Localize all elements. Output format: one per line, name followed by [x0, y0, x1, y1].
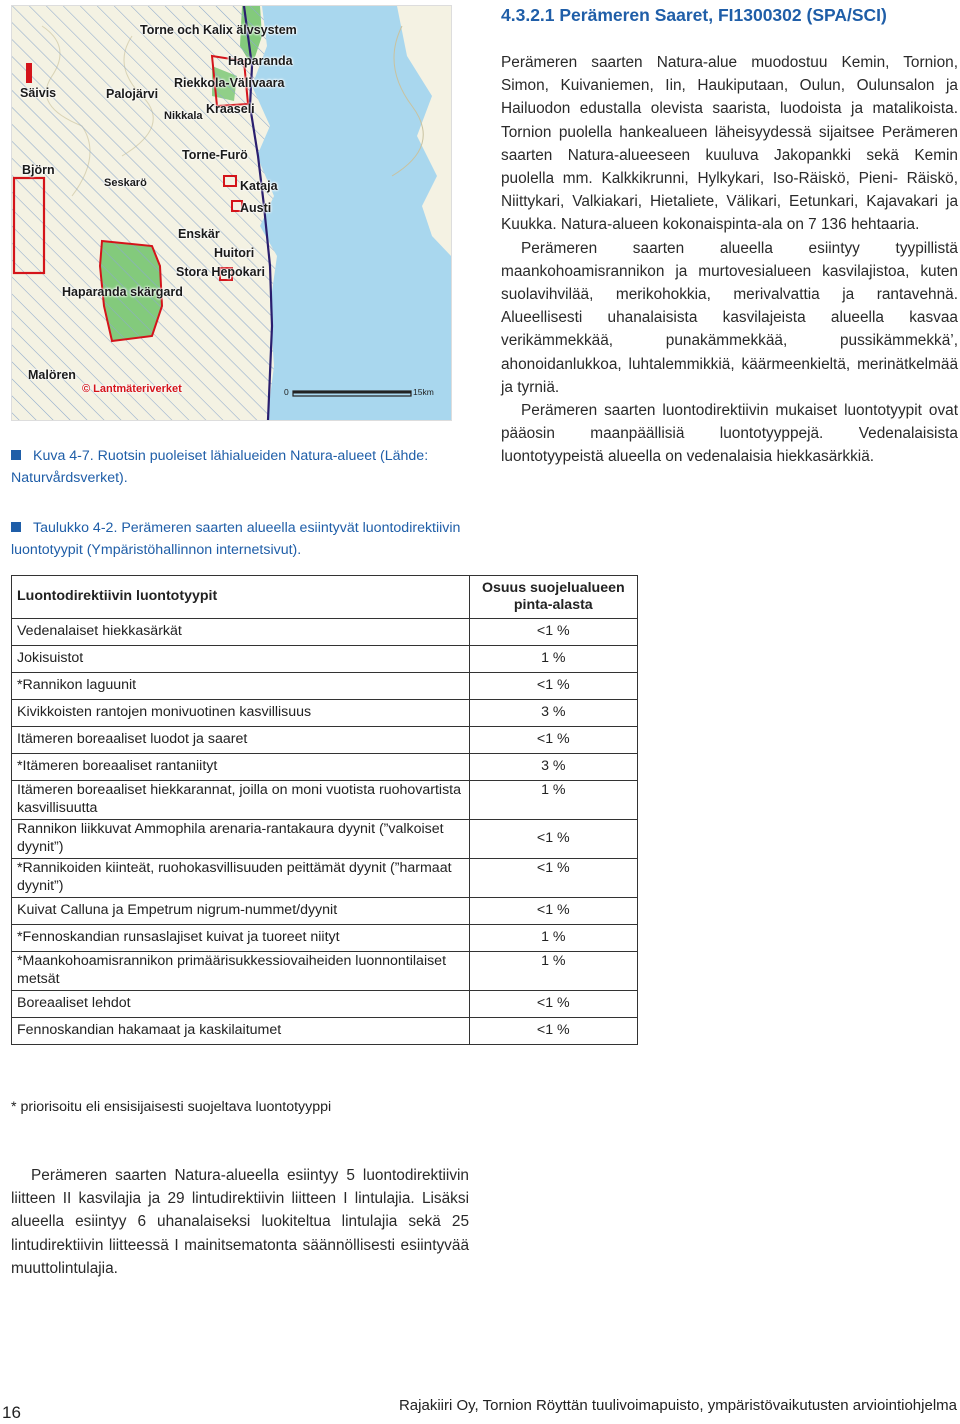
table-caption: Taulukko 4-2. Perämeren saarten alueella esiintyvät luontodirektiivin luontotyypit (Ympäristöhallinnon internetsivut).	[11, 520, 461, 558]
map-label-nikkala: Nikkala	[164, 110, 203, 122]
section-paragraph-3: Perämeren saarten luontodirektiivin mukaiset luontotyypit ovat pääosin maanpäällisiä luontotyyppejä. Vedenalaisista luontotyypeistä alueella on vedenalaisia hiekkasärkkiä.	[501, 402, 958, 466]
scale-zero-label: 0	[284, 387, 289, 397]
table-row: *Itämeren boreaaliset rantaniityt 3 %	[12, 754, 638, 781]
map-label-torne-kalix: Torne och Kalix älvsystem	[140, 23, 297, 37]
map-label-enskar: Enskär	[178, 227, 220, 241]
page-footer: Rajakiiri Oy, Tornion Röyttän tuulivoimapuisto, ympäristövaikutusten arviointiohjelma	[398, 1397, 957, 1414]
table-header-row	[12, 576, 638, 619]
bottom-paragraph: Perämeren saarten Natura-alueella esiintyy 5 luontodirektiivin liitteen II kasvilajia ja 29 lintudirektiivin liitteen I lintulajia. Lisäksi alueella esiintyy 6 uhanalaiseksi luokiteltua lintulajia sekä 25 lintudirektiivin liitteessä I mainitsematonta säännöllisesti esiintyvää muuttolintulajia.	[11, 1167, 469, 1277]
table-row: *Rannikoiden kiinteät, ruohokasvillisuuden peittämät dyynit (”harmaat dyynit”) <1 %	[12, 859, 638, 898]
table-row: Kuivat Calluna ja Empetrum nigrum-nummet/dyynit <1 %	[12, 898, 638, 925]
table-header-habitat: Luontodirektiivin luontotyypit	[12, 576, 470, 619]
section-body	[501, 51, 958, 469]
table-footnote: * priorisoitu eli ensisijaisesti suojeltava luontotyyppi	[11, 1099, 332, 1115]
section-paragraph-1: Perämeren saarten Natura-alue muodostuu Kemin, Tornion, Simon, Kuivaniemen, Iin, Haukiputaan, Oulun, Oulunsalon ja Hailuodon edustalla olevista saarista, luodoista ja matalikoista. Tornion puolella hankealueen läheisyydessä sijaitsee Perämeren saarten Natura-alueeseen kuuluva Jakopankki sekä Kemin puolella mm. Kalkkikrunni, Hylkykari, Iso-Räiskö, Pieni- Räiskö, Niittykari, Valkiakari, Hietaliete, Välikari, Eetunkari, Kajavakari ja Kuukka. Natura-alueen kokonaispinta-ala on 7 136 hehtaaria.	[501, 54, 958, 234]
map-label-kraaseli: Kraaseli	[206, 102, 255, 116]
map-label-austi: Austi	[240, 201, 272, 215]
caption-square-icon	[11, 522, 21, 532]
map-label-bjorn: Björn	[22, 163, 55, 177]
map-label-huitori: Huitori	[214, 246, 255, 260]
table-row: Kivikkoisten rantojen monivuotinen kasvillisuus 3 %	[12, 700, 638, 727]
caption-square-icon	[11, 450, 21, 460]
map-label-riekkola: Riekkola-Välivaara	[174, 76, 285, 90]
table-row: Fennoskandian hakamaat ja kaskilaitumet <1 %	[12, 1018, 638, 1045]
table-row: *Fennoskandian runsaslajiset kuivat ja tuoreet niityt 1 %	[12, 925, 638, 952]
figure-caption: Kuva 4-7. Ruotsin puoleiset lähialueiden Natura-alueet (Lähde: Naturvårdsverket).	[11, 448, 429, 486]
map-label-seskaro: Seskarö	[104, 177, 147, 189]
hatched-natura-area	[12, 6, 277, 420]
map-label-saivis: Säivis	[20, 86, 57, 100]
section-title: 4.3.2.1 Perämeren Saaret, FI1300302 (SPA/SCI)	[501, 5, 887, 25]
table-row: *Maankohoamisrannikon primäärisukkessiovaiheiden luonnontilaiset metsät 1 %	[12, 952, 638, 991]
table-row: Vedenalaiset hiekkasärkät <1 %	[12, 619, 638, 646]
scale-end-label: 15km	[413, 387, 434, 397]
map-label-palojarvi: Palojärvi	[106, 87, 159, 101]
map-graphic	[12, 6, 451, 420]
map-label-maloren: Malören	[28, 368, 76, 382]
page-number: 16	[2, 1403, 21, 1422]
table-row: Jokisuistot 1 %	[12, 646, 638, 673]
natura-map	[11, 5, 452, 421]
map-label-torne-furo: Torne-Furö	[182, 148, 248, 162]
table-row: Itämeren boreaaliset hiekkarannat, joilla on moni vuotista ruohovartista kasvillisuutta 1 %	[12, 781, 638, 820]
table-row: *Rannikon laguunit <1 %	[12, 673, 638, 700]
table-row: Rannikon liikkuvat Ammophila arenaria-rantakaura dyynit (”valkoiset dyynit”) <1 %	[12, 820, 638, 859]
table-row: Boreaaliset lehdot <1 %	[12, 991, 638, 1018]
map-label-stora-hepokari: Stora Hepokari	[176, 265, 265, 279]
section-paragraph-2: Perämeren saarten alueella esiintyy tyypillistä maankohoamisrannikon ja murtovesialueen kasvilajistoa, kuten suolavihvilää, merikohokkia, merivalvattia ja rantavehnä. Alueellisesti uhanalaisista kasvilajeista alueella kasvaa verikämmekkää, punakämmekkää, pussikämmekkä’, ahonoidanlukkoa, luhtalemmikkiä, käärmeenkieltä, merinätkelmää ja tyrniä.	[501, 239, 958, 396]
map-label-haparanda-skargard: Haparanda skärgard	[62, 285, 183, 299]
table-header-share: Osuus suojelualueen pinta-alasta	[469, 576, 637, 619]
map-copyright: © Lantmäteriverket	[82, 383, 182, 395]
habitat-types-table	[11, 575, 638, 1045]
map-label-haparanda: Haparanda	[228, 54, 293, 68]
map-label-kataja: Kataja	[240, 179, 278, 193]
table-row: Itämeren boreaaliset luodot ja saaret <1 %	[12, 727, 638, 754]
